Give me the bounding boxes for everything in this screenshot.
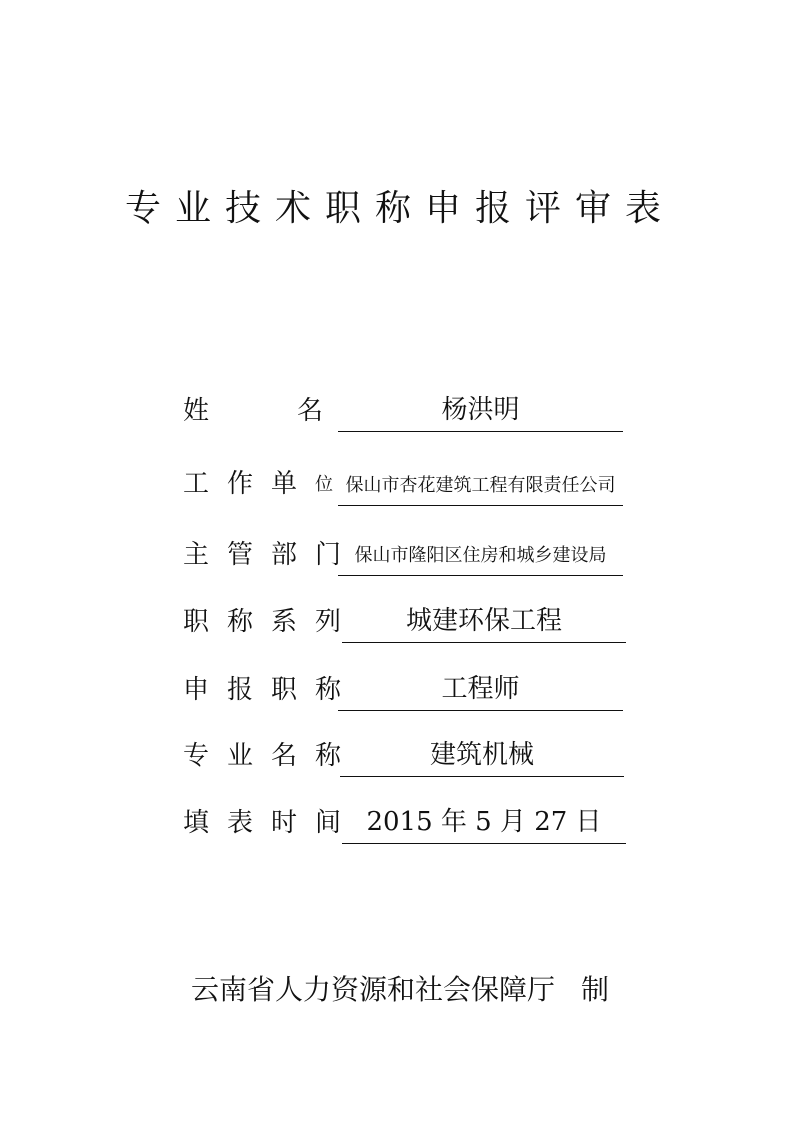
work-unit-underline <box>338 467 623 506</box>
field-row-department <box>183 536 643 576</box>
applied-title-underline <box>338 672 623 711</box>
field-row-applied-title <box>183 671 643 711</box>
department-label: 主管部门 <box>183 540 360 570</box>
title-series-value: 城建环保工程 <box>405 606 562 636</box>
major-underline <box>340 738 624 777</box>
name-label <box>183 396 323 426</box>
work-unit-label <box>183 469 333 500</box>
issuer-suffix: 制 <box>581 973 610 1006</box>
fill-date-underline <box>342 805 626 844</box>
field-row-title-series <box>183 603 643 643</box>
issuer-footer <box>0 968 800 1008</box>
field-row-work-unit <box>183 466 643 506</box>
fill-date-value: 2015 年 5 月 27 日 <box>366 807 602 837</box>
department-value: 保山市隆阳区住房和城乡建设局 <box>354 545 607 566</box>
work-unit-label-tail: 位 <box>315 474 334 495</box>
issuer-org: 云南省人力资源和社会保障厅 <box>190 973 555 1006</box>
department-underline <box>338 537 623 576</box>
field-row-fill-date <box>183 804 643 844</box>
name-label-first: 姓 <box>183 396 210 426</box>
title-series-label: 职称系列 <box>183 607 360 637</box>
major-label: 专业名称 <box>183 741 360 771</box>
work-unit-value: 保山市杏花建筑工程有限责任公司 <box>345 475 616 496</box>
field-row-major <box>183 737 643 777</box>
applied-title-value: 工程师 <box>441 674 520 704</box>
applied-title-label: 申报职称 <box>183 675 360 705</box>
document-title: 专业技术职称申报评审表 <box>124 188 675 229</box>
fill-date-label: 填表时间 <box>183 808 360 838</box>
name-value: 杨洪明 <box>441 395 520 425</box>
name-underline <box>338 393 623 432</box>
field-row-name <box>183 392 643 432</box>
work-unit-label-main: 工作单 <box>183 469 316 499</box>
title-series-underline <box>342 604 626 643</box>
major-value: 建筑机械 <box>429 740 534 770</box>
name-label-last: 名 <box>297 396 324 426</box>
